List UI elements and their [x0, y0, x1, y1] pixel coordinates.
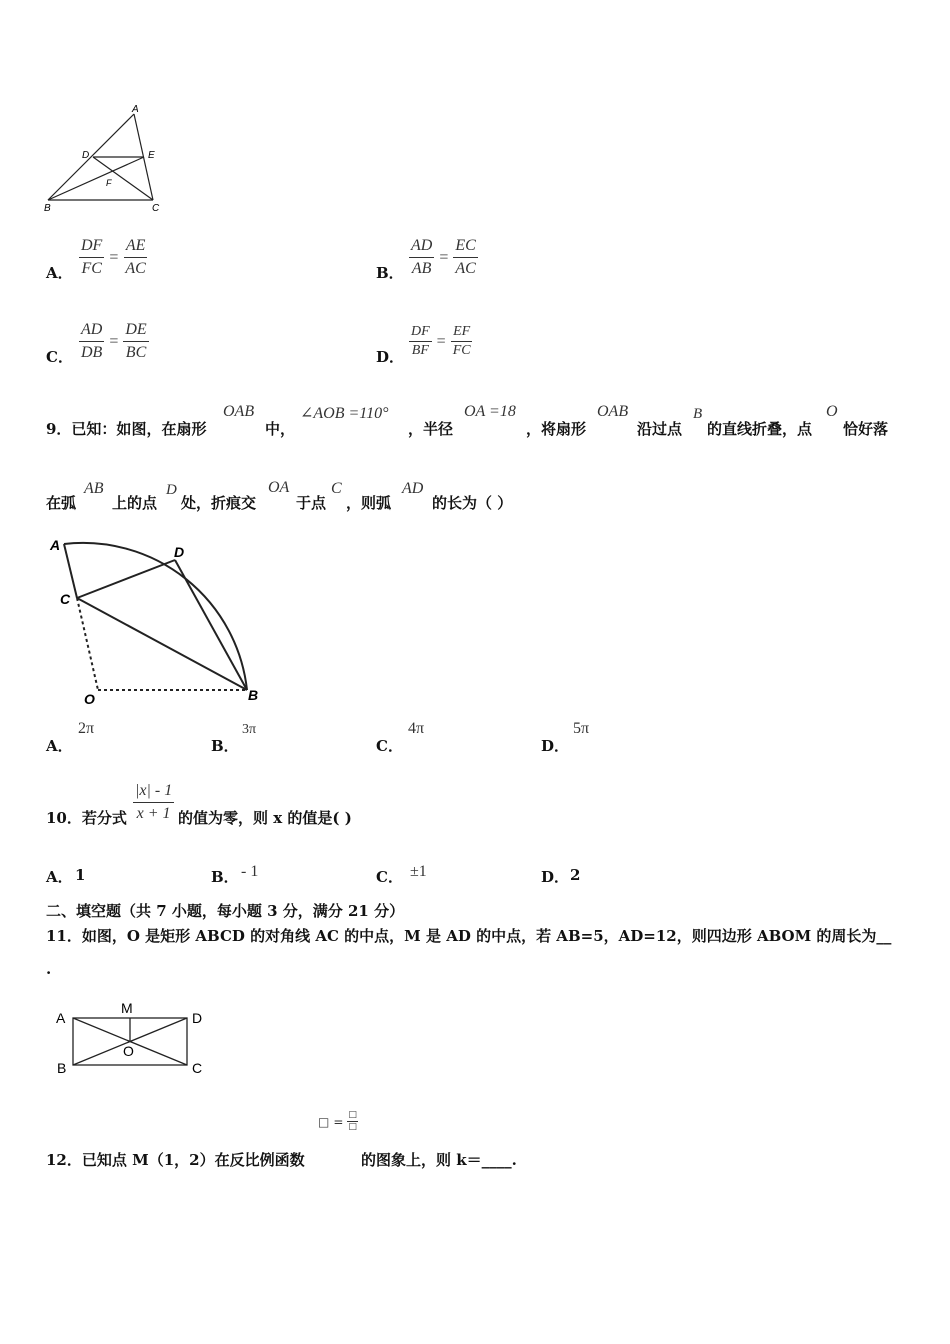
q11-stem-end: . [46, 960, 52, 978]
label-b: B [44, 203, 51, 214]
label-b: B [57, 1060, 67, 1076]
label-c: C [152, 203, 160, 214]
label-a: A [50, 537, 61, 553]
label-a: A [56, 1010, 66, 1026]
label-d: D [192, 1010, 203, 1026]
label-o: O [84, 691, 95, 707]
option-formula: $\frac{DF}{FC}$ = $\frac{AE}{AC}$ [81, 237, 146, 277]
label-b: B [248, 687, 259, 703]
q11-stem: 11．如图，O 是矩形 ABCD 的对角线 AC 的中点，M 是 AD 的中点，若 AB=5，AD=12，则四边形 ABOM 的周长为__ [46, 927, 892, 945]
fraction-formula: $\frac{|x| - 1}{x + 1}$ [135, 782, 173, 822]
q12-stem-start: 12．已知点 M（1，2）在反比例函数 [46, 1151, 305, 1169]
label-c: C [60, 591, 71, 607]
arc-ab [64, 543, 247, 690]
segment-be [48, 157, 144, 200]
label-d: D [174, 544, 185, 560]
label-o: O [123, 1043, 134, 1059]
segment-cd [77, 560, 175, 598]
label-d: D [82, 150, 90, 161]
rectangle-figure [50, 998, 220, 1080]
option-letter: C． [46, 348, 73, 366]
label-e: E [148, 150, 155, 161]
segment-ac [64, 544, 77, 598]
option-letter: D． [376, 348, 405, 366]
label-c: C [192, 1060, 203, 1076]
label-a: A [132, 104, 139, 115]
option-letter: B． [376, 264, 404, 282]
triangle-figure [40, 100, 170, 220]
section-title: 二、填空题（共 7 小题，每小题 3 分，满分 21 分） [46, 902, 405, 920]
segment-dc [93, 157, 153, 200]
sector-figure [40, 532, 270, 712]
segment-oc [77, 598, 98, 690]
option-formula: $\frac{AD}{DB}$ = $\frac{DE}{BC}$ [81, 321, 147, 361]
q12-stem-end: 的图象上，则 k＝____. [361, 1151, 517, 1169]
option-formula: $\frac{DF}{BF}$ = $\frac{EF}{FC}$ [411, 324, 471, 358]
option-letter: A． [46, 264, 73, 282]
inverse-function-formula: □ = □ □ [318, 1110, 357, 1132]
label-m: M [121, 1000, 133, 1016]
label-f: F [106, 178, 112, 188]
option-formula: $\frac{AD}{AB}$ = $\frac{EC}{AC}$ [411, 237, 476, 277]
